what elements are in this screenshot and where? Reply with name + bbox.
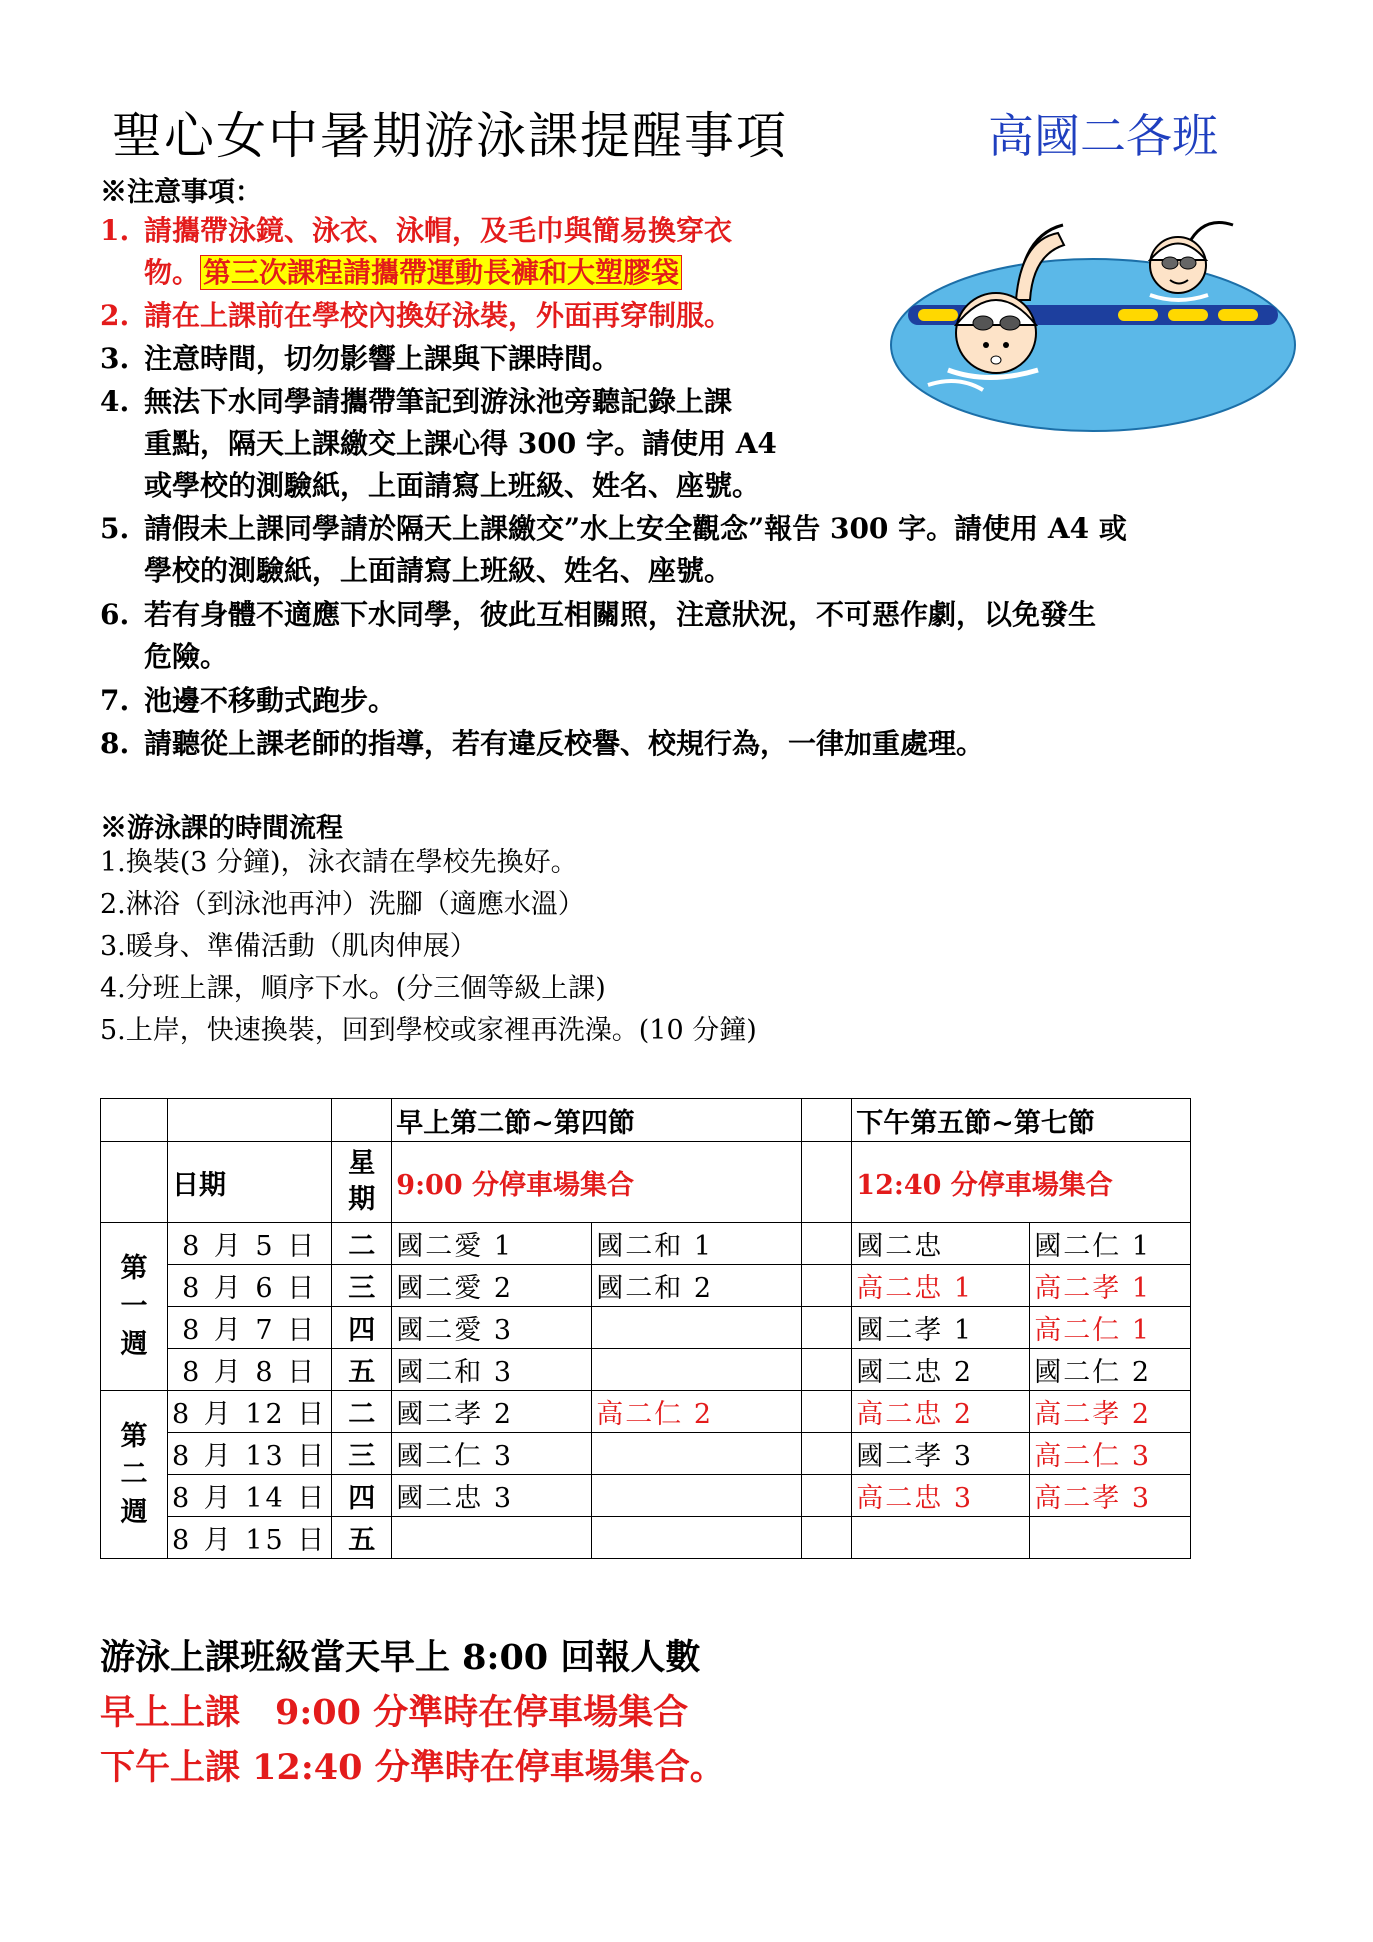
table-row: 8 月 6 日 三 國二愛 2 國二和 2 高二忠 1 高二孝 1 (101, 1265, 1191, 1307)
pool-water (891, 259, 1295, 431)
note-1: 1. 請攜帶泳鏡、泳衣、泳帽，及毛巾與簡易換穿衣 物。 第三次課程請攜帶運動長褲和大塑膠袋 (100, 214, 733, 289)
note-3: 3. 注意時間，切勿影響上課與下課時間。 (100, 342, 621, 375)
flow-list (100, 842, 757, 1052)
afternoon-gather-time: 12:40 分停車場集合 (852, 1142, 1191, 1223)
schedule-header-row-1 (101, 1099, 1191, 1142)
schedule-header-row-2 (101, 1142, 1191, 1223)
note-4: 4. 無法下水同學請攜帶筆記到游泳池旁聽記錄上課 重點，隔天上課繳交上課心得 300 字。請使用 A4 或學校的測驗紙，上面請寫上班級、姓名、座號。 (100, 385, 777, 502)
footer-morning-note: 早上上課 9:00 分準時在停車場集合 (100, 1692, 689, 1733)
flow-step-3: 3.暖身、準備活動（肌肉伸展） (100, 931, 477, 962)
weekday-header: 星 期 (332, 1142, 392, 1223)
footer-report-note: 游泳上課班級當天早上 8:00 回報人數 (100, 1637, 701, 1678)
flow-step-2: 2.淋浴（到泳池再沖）洗腳（適應水溫） (100, 889, 585, 920)
table-row: 8 月 13 日 三 國二仁 3 國二孝 3 高二仁 3 (101, 1433, 1191, 1475)
page-title: 聖心女中暑期游泳課提醒事項 (112, 107, 788, 165)
note-1-line2: 物。 (144, 256, 201, 289)
table-row: 8 月 7 日 四 國二愛 3 國二孝 1 高二仁 1 (101, 1307, 1191, 1349)
note-1-highlight: 第三次課程請攜帶運動長褲和大塑膠袋 (200, 255, 682, 290)
note-2: 2. 請在上課前在學校內換好泳裝，外面再穿制服。 (100, 299, 733, 332)
table-row: 第二週 8 月 12 日 二 國二孝 2 高二仁 2 高二忠 2 高二孝 2 (101, 1391, 1191, 1433)
note-7: 7. 池邊不移動式跑步。 (100, 684, 397, 717)
week-1-label: 第一週 (101, 1223, 168, 1391)
week-2-label: 第二週 (101, 1391, 168, 1559)
flow-step-4: 4.分班上課，順序下水。(分三個等級上課) (100, 973, 606, 1004)
date-header: 日期 (168, 1142, 332, 1223)
table-row: 8 月 14 日 四 國二忠 3 高二忠 3 高二孝 3 (101, 1475, 1191, 1517)
flow-step-5: 5.上岸，快速換裝，回到學校或家裡再洗澡。(10 分鐘) (100, 1015, 757, 1046)
flow-heading: ※游泳課的時間流程 (100, 813, 343, 844)
morning-gather-time: 9:00 分停車場集合 (392, 1142, 802, 1223)
schedule-table (100, 1098, 1191, 1559)
page-subtitle: 高國二各班 (988, 109, 1218, 163)
footer-afternoon-note: 下午上課 12:40 分準時在停車場集合。 (100, 1747, 725, 1788)
morning-period-label: 早上第二節~第四節 (392, 1099, 802, 1142)
flow-step-1: 1.換裝(3 分鐘)，泳衣請在學校先換好。 (100, 847, 578, 878)
table-row: 8 月 8 日 五 國二和 3 國二忠 2 國二仁 2 (101, 1349, 1191, 1391)
note-6: 6. 若有身體不適應下水同學，彼此互相關照，注意狀況，不可惡作劇，以免發生 危險。 (100, 598, 1097, 673)
afternoon-period-label: 下午第五節~第七節 (852, 1099, 1191, 1142)
note-8: 8. 請聽從上課老師的指導，若有違反校譽、校規行為，一律加重處理。 (100, 727, 985, 760)
note-1-line1: 請攜帶泳鏡、泳衣、泳帽，及毛巾與簡易換穿衣 (144, 214, 733, 247)
swimmers-illustration (888, 205, 1308, 440)
note-5: 5. 請假未上課同學請於隔天上課繳交”水上安全觀念”報告 300 字。請使用 A4 或 學校的測驗紙，上面請寫上班級、姓名、座號。 (100, 512, 1127, 587)
table-row: 8 月 15 日 五 (101, 1517, 1191, 1559)
notes-heading: ※注意事項： (100, 177, 262, 208)
table-row: 第一週 8 月 5 日 二 國二愛 1 國二和 1 國二忠 國二仁 1 (101, 1223, 1191, 1265)
